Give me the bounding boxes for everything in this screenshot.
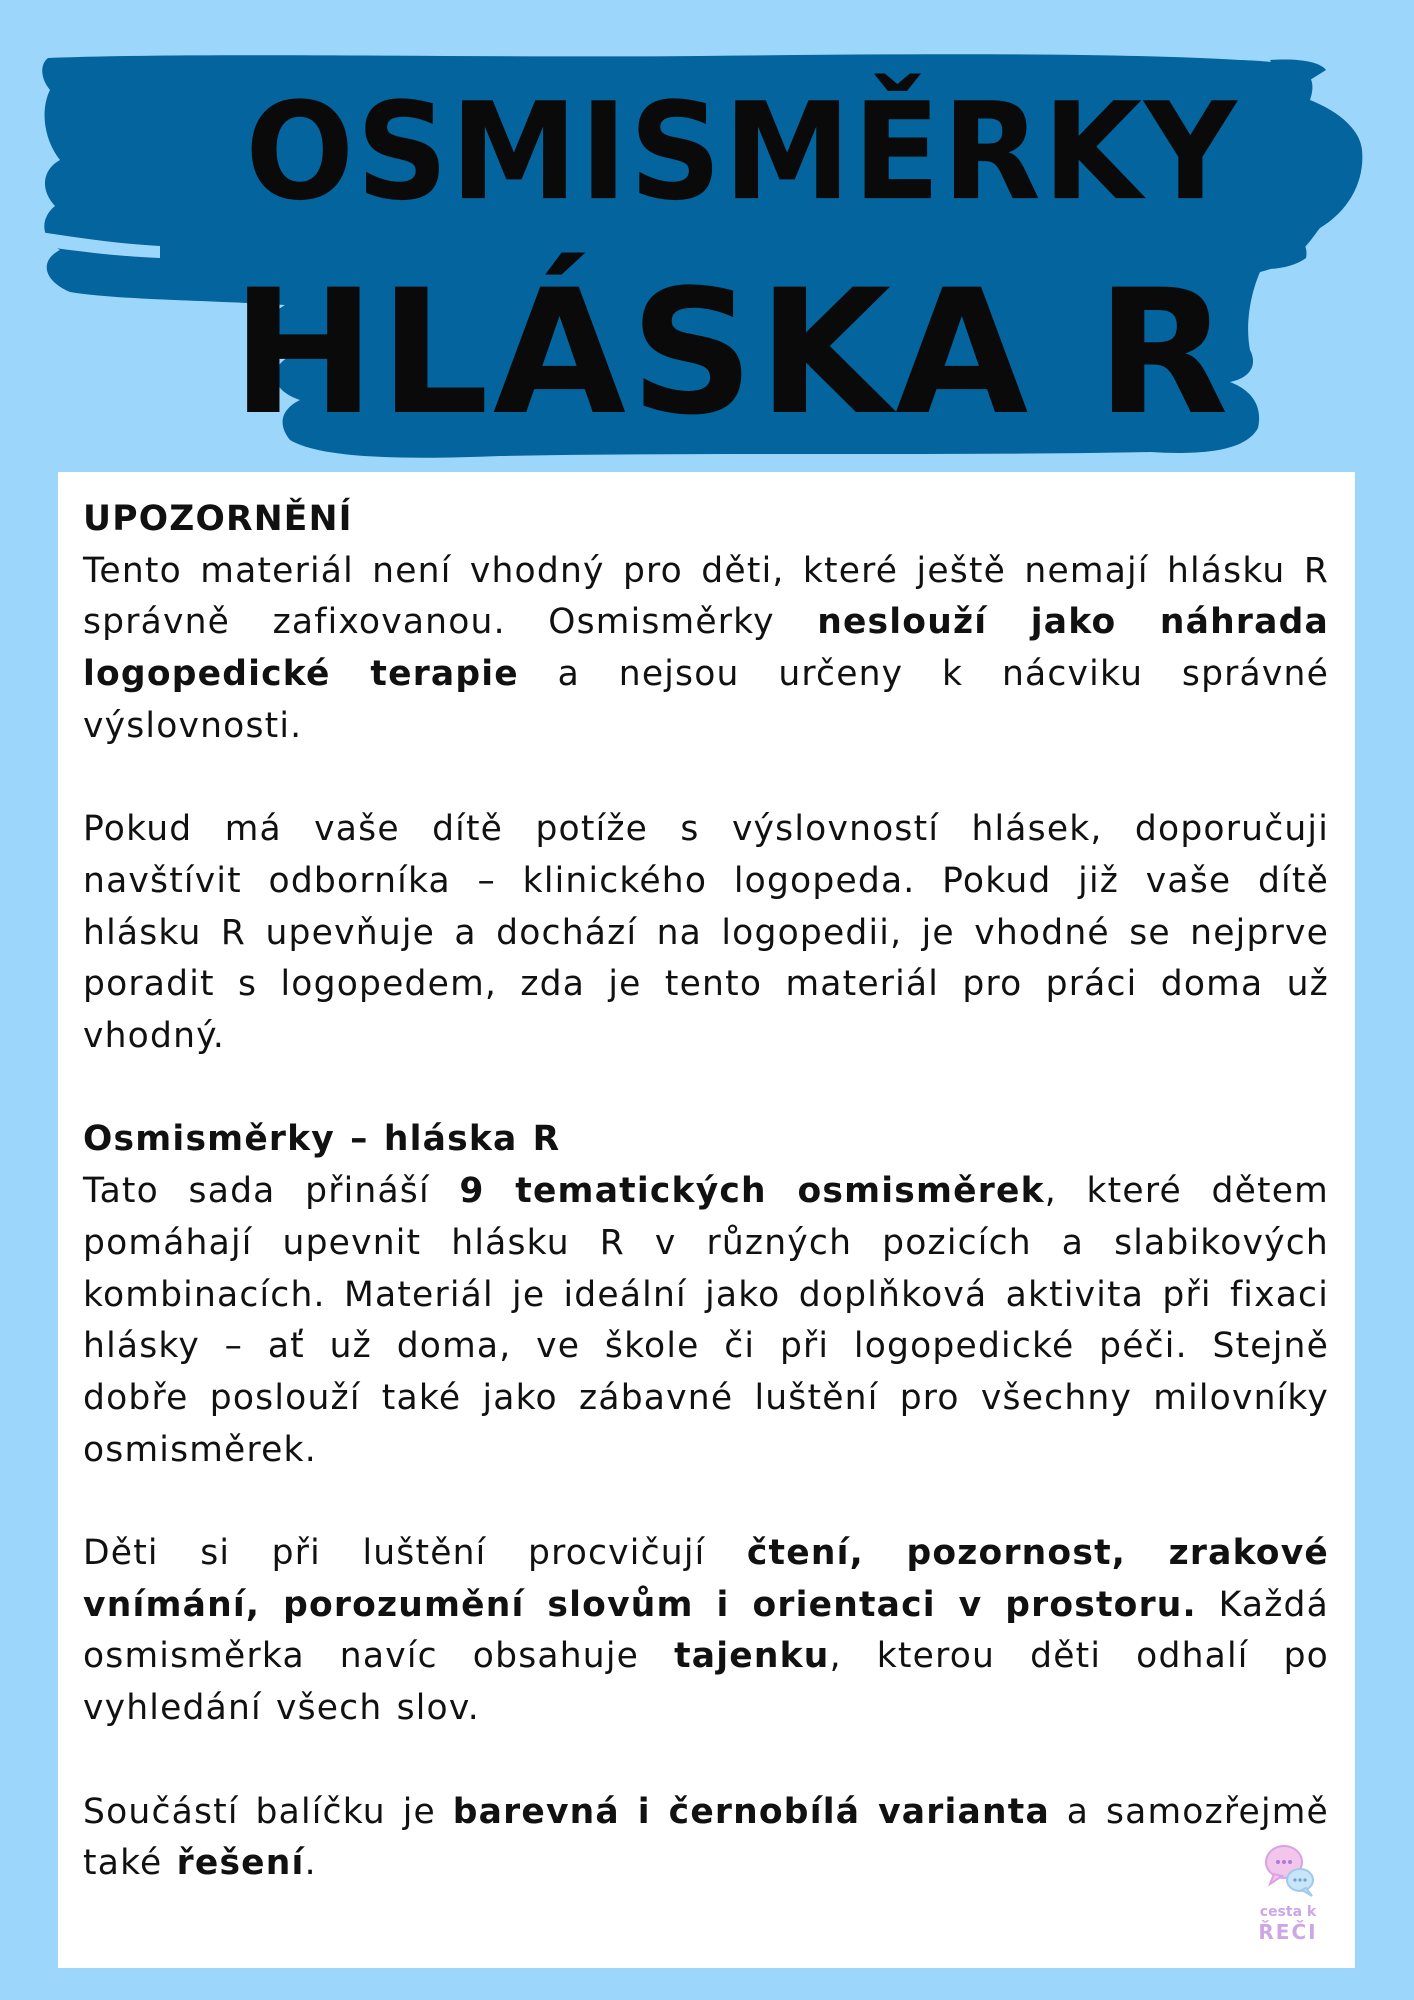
about-heading: Osmisměrky – hláska R bbox=[83, 1119, 561, 1160]
text-span: . bbox=[304, 1843, 317, 1884]
text-span: a nejsou určeny k nácviku správné výslovnosti. bbox=[83, 654, 1329, 746]
text-span: , kterou děti odhalí po vyhledání všech slov. bbox=[83, 1636, 1329, 1729]
bold-span: barevná i černobílá varianta bbox=[452, 1791, 1050, 1832]
text-span: Každá osmisměrka navíc obsahuje bbox=[83, 1584, 1329, 1677]
bold-span: 9 tematických osmisměrek bbox=[459, 1171, 1045, 1212]
text-span: Tento materiál není vhodný pro děti, které ještě nemají hlásku R správně zafixovanou. Osmisměrky bbox=[83, 550, 1329, 643]
title-line-2: HLÁSKA R bbox=[231, 252, 1233, 453]
bold-span: tajenku bbox=[674, 1636, 830, 1677]
text-span: Součástí balíčku je bbox=[83, 1791, 453, 1832]
content-body bbox=[83, 494, 1329, 1890]
text-span: a samozřejmě také bbox=[83, 1791, 1329, 1884]
cesta-k-reci-logo bbox=[1248, 1838, 1328, 1948]
title-line-1: OSMISMĚRKY bbox=[245, 74, 1239, 231]
logo-text-line1: cesta k bbox=[1259, 1904, 1317, 1920]
warning-paragraph-2: Pokud má vaše dítě potíže s výslovností hlásek, doporučuji navštívit odborníka – klinického logopeda. Pokud již vaše dítě hlásku R upevňuje a dochází na logopedii, je vhodné se nejprve poradit s logopedem, zda je tento materiál pro práci doma už vhodný. bbox=[83, 809, 1329, 1057]
content-card bbox=[58, 472, 1355, 1968]
bold-span: čtení, pozornost, zrakové vnímání, porozumění slovům i orientaci v prostoru. bbox=[83, 1533, 1329, 1625]
warning-paragraph-1 bbox=[83, 546, 1329, 753]
text-span: Děti si při luštění procvičují bbox=[83, 1533, 747, 1574]
logo-text-line2: ŘEČI bbox=[1258, 1920, 1318, 1944]
about-paragraph-1 bbox=[83, 1166, 1329, 1476]
speech-bubbles-icon bbox=[1248, 1838, 1328, 1904]
text-span: , které dětem pomáhají upevnit hlásku R v různých pozicích a slabikových kombinacích. Materiál je ideální jako doplňková aktivita při fixaci hlásky – ať už doma, ve škole či při logopedické péči. Stejně dobře poslouží také jako zábavné luštění pro všechny milovníky osmisměrek. bbox=[83, 1171, 1329, 1470]
bold-span: neslouží jako náhrada logopedické terapie bbox=[83, 602, 1329, 695]
bold-span: řešení bbox=[176, 1843, 305, 1884]
title-banner bbox=[0, 0, 1414, 470]
warning-heading: UPOZORNĚNÍ bbox=[83, 499, 353, 539]
about-paragraph-2 bbox=[83, 1528, 1329, 1735]
text-span: Tato sada přináší bbox=[83, 1171, 460, 1212]
about-paragraph-3 bbox=[83, 1787, 1329, 1890]
